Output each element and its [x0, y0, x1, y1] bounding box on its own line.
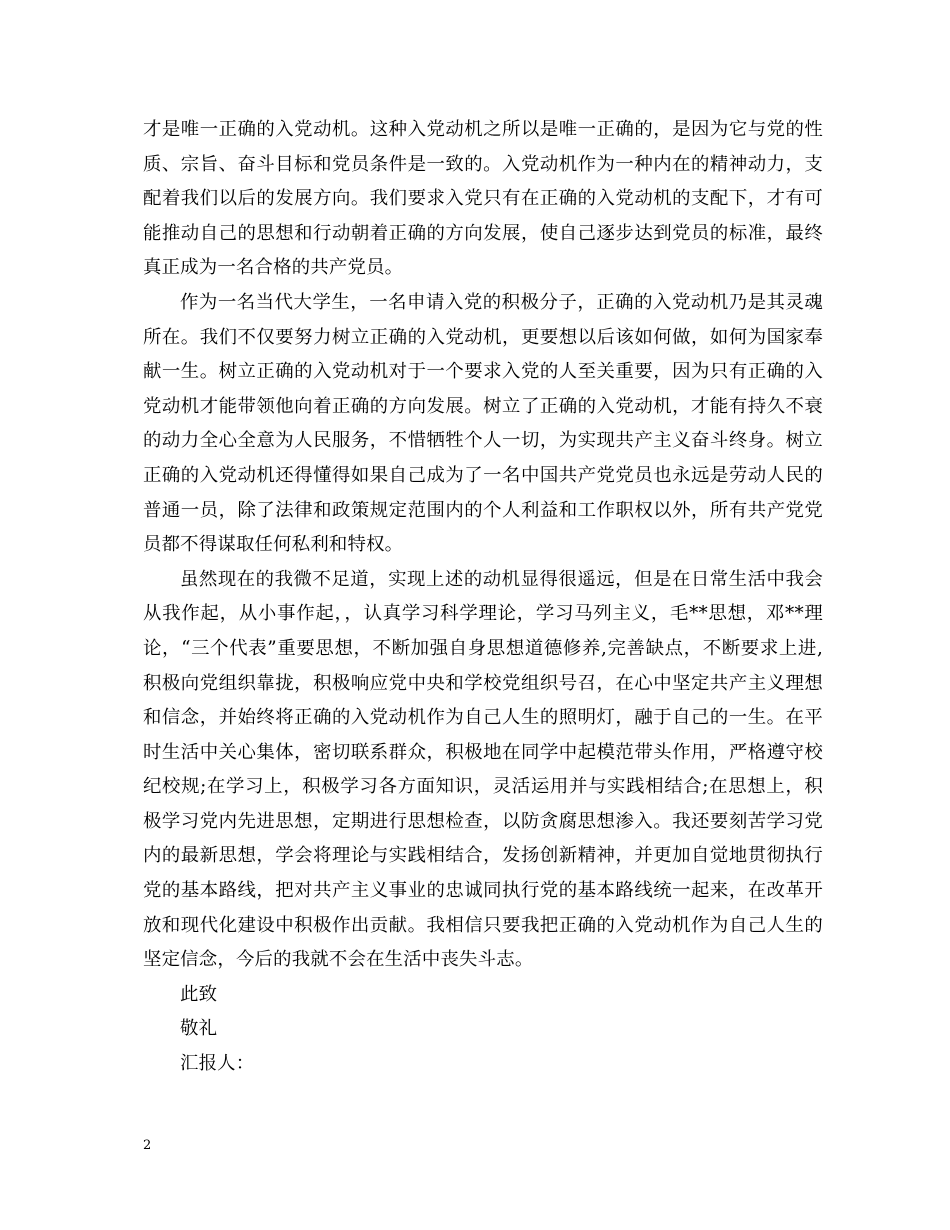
page-number: 2: [143, 1138, 152, 1153]
paragraph-2: 作为一名当代大学生，一名申请入党的积极分子，正确的入党动机乃是其灵魂所在。我们不仅要努力树立正确的入党动机，更要想以后该如何做，如何为国家奉献一生。树立正确的入党动机对于一个要求入党的人至关重要，因为只有正确的入党动机才能带领他向着正确的方向发展。树立了正确的入党动机，才能有持久不衰的动力全心全意为人民服务，不惜牺牲个人一切，为实现共产主义奋斗终身。树立正确的入党动机还得懂得如果自己成为了一名中国共产党党员也永远是劳动人民的普通一员，除了法律和政策规定范围内的个人利益和工作职权以外，所有共产党党员都不得谋取任何私利和特权。: [143, 291, 823, 556]
paragraph-1: 才是唯一正确的入党动机。这种入党动机之所以是唯一正确的，是因为它与党的性质、宗旨、奋斗目标和党员条件是一致的。入党动机作为一种内在的精神动力，支配着我们以后的发展方向。我们要求入党只有在正确的入党动机的支配下，才有可能推动自己的思想和行动朝着正确的方向发展，使自己逐步达到党员的标准，最终真正成为一名合格的共产党员。: [143, 119, 823, 279]
paragraph-3: 虽然现在的我微不足道，实现上述的动机显得很遥远，但是在日常生活中我会从我作起，从小事作起，，认真学习科学理论，学习马列主义，毛**思想，邓**理论，“三个代表”重要思想，不断加强自身思想道德修养,完善缺点，不断要求上进,积极向党组织靠拢，积极响应党中央和学校党组织号召，在心中坚定共产主义理想和信念，并始终将正确的入党动机作为自己人生的照明灯，融于自己的一生。在平时生活中关心集体，密切联系群众，积极地在同学中起模范带头作用，严格遵守校纪校规;在学习上，积极学习各方面知识，灵活运用并与实践相结合;在思想上，积极学习党内先进思想，定期进行思想检查，以防贪腐思想渗入。我还要刻苦学习党内的最新思想，学会将理论与实践相结合，发扬创新精神，并更加自觉地贯彻执行党的基本路线，把对共产主义事业的忠诚同执行党的基本路线统一起来，在改革开放和现代化建设中积极作出贡献。我相信只要我把正确的入党动机作为自己人生的坚定信念，今后的我就不会在生活中丧失斗志。: [143, 568, 823, 971]
closing-regards: 敬礼: [180, 1018, 218, 1040]
document-body: [143, 113, 823, 1082]
closing-reporter: 汇报人：: [180, 1053, 255, 1075]
closing-salutation: 此致: [180, 983, 218, 1005]
